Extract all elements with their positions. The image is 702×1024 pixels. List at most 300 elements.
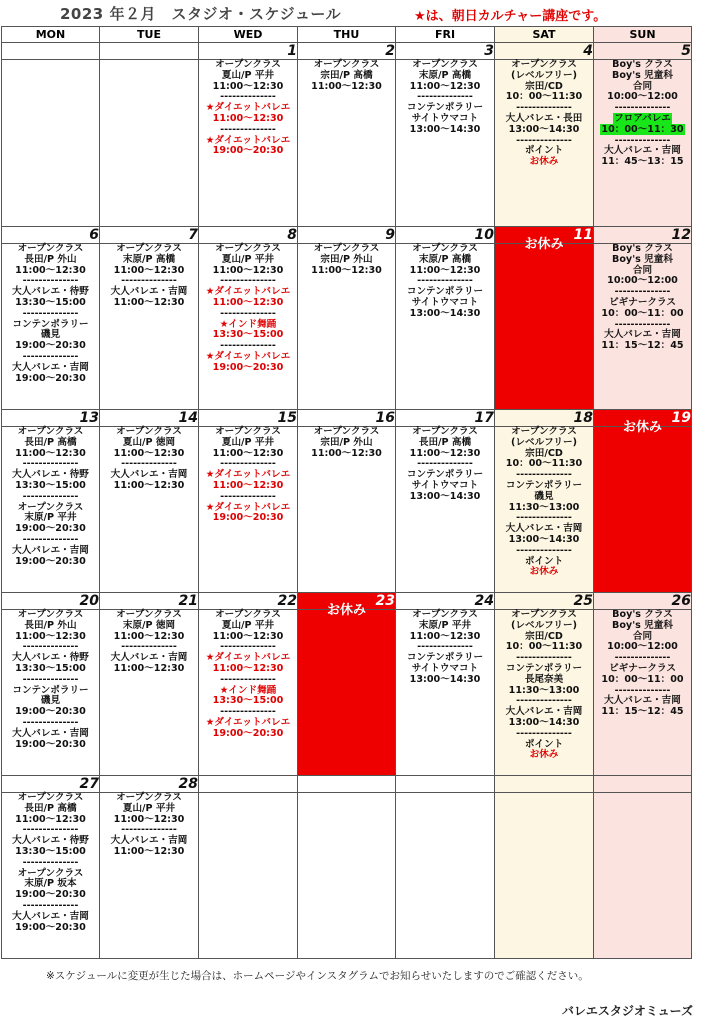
- day-number: 10: [396, 227, 495, 244]
- weekday-sat: SAT: [495, 27, 594, 43]
- day-schedule-cell: [2, 610, 100, 776]
- class-line: オープンクラス: [412, 59, 478, 70]
- class-line: コンテンポラリー: [406, 102, 484, 114]
- class-separator: --------------: [121, 458, 177, 470]
- class-separator: --------------: [220, 307, 276, 319]
- class-separator: --------------: [22, 856, 79, 868]
- class-line: 11:00～12:30: [113, 813, 185, 825]
- class-line: 大人バレエ・吉岡: [12, 544, 89, 556]
- class-line: コンテンポラリー: [505, 662, 583, 674]
- class-line: ビギナークラス: [609, 662, 676, 674]
- class-line: 11:00～12:30: [212, 447, 284, 459]
- class-line: 11:30～13:00: [508, 684, 580, 696]
- week-1-schedule-row: [2, 60, 692, 227]
- closed-day-cell: [495, 237, 594, 410]
- day-schedule-cell: [100, 610, 199, 776]
- class-line: 13:00～14:30: [508, 533, 580, 545]
- class-line: 合同: [632, 80, 653, 92]
- day-schedule-cell: [2, 60, 100, 227]
- highlight-text: フロアバレエ: [614, 112, 671, 124]
- week-2-schedule-row: [2, 244, 692, 410]
- class-line: 長田/P 高橋: [418, 436, 472, 448]
- class-separator: --------------: [22, 533, 79, 545]
- class-line: 11:00～12:30: [311, 80, 382, 92]
- week-1-date-row: [2, 43, 692, 60]
- day-schedule-cell: [2, 793, 100, 959]
- class-line: 13:30～15:00: [15, 662, 86, 674]
- class-line: 夏山/P 平井: [221, 619, 275, 631]
- class-line: 大人バレエ・吉岡: [505, 523, 583, 535]
- day-number: 28: [100, 776, 199, 793]
- culture-class-line: ★インド舞踊: [219, 318, 277, 330]
- culture-class-line: 11:00～12:30: [212, 479, 284, 491]
- class-line: 13:30～15:00: [15, 845, 86, 857]
- class-line: 11:30～13:00: [508, 501, 580, 513]
- closed-day-cell: [298, 603, 396, 776]
- class-line: ビギナークラス: [609, 296, 676, 308]
- class-line: (レベルフリー): [511, 619, 577, 631]
- class-line: オープンクラス: [511, 59, 577, 70]
- class-separator: --------------: [614, 286, 671, 298]
- class-line: オープンクラス: [215, 609, 281, 620]
- day-schedule-cell: [594, 610, 692, 776]
- class-line: オープンクラス: [17, 867, 84, 879]
- class-line: 大人バレエ・吉岡: [604, 329, 681, 341]
- class-line: 宗田/P 外山: [320, 436, 373, 448]
- class-line: 10：00～11:30: [505, 458, 583, 470]
- day-schedule-cell: [199, 427, 298, 593]
- class-line: 19:00～20:30: [15, 372, 86, 384]
- class-line: 大人バレエ・待野: [12, 469, 89, 481]
- day-number: 26: [594, 593, 692, 610]
- day-schedule-cell: [298, 427, 396, 593]
- class-separator: --------------: [614, 652, 671, 664]
- class-separator: --------------: [121, 641, 177, 653]
- weekday-sun: SUN: [594, 27, 692, 43]
- class-line: オープンクラス: [116, 243, 182, 254]
- culture-class-line: 19:00～20:30: [212, 361, 284, 373]
- class-line: サイトウマコト: [411, 112, 479, 124]
- class-separator: --------------: [417, 91, 473, 103]
- class-line: 末原/P 平井: [24, 512, 77, 524]
- class-line: 夏山/P 平井: [221, 436, 275, 448]
- class-separator: --------------: [220, 641, 276, 653]
- class-separator: --------------: [220, 340, 276, 352]
- class-separator: --------------: [220, 673, 276, 685]
- culture-class-line: 19:00～20:30: [212, 727, 284, 739]
- class-separator: --------------: [220, 123, 276, 135]
- class-line: オープンクラス: [215, 59, 281, 70]
- day-number: 13: [2, 410, 100, 427]
- class-line: 大人バレエ・吉岡: [604, 145, 681, 157]
- class-line: オープンクラス: [116, 609, 182, 620]
- day-schedule-cell: [199, 610, 298, 776]
- class-line: 宗田/CD: [525, 630, 563, 642]
- day-number: 19: [594, 410, 692, 427]
- class-separator: --------------: [614, 684, 671, 696]
- class-line: 11:00～12:30: [212, 264, 284, 276]
- class-line: 大人バレエ・吉岡: [604, 695, 681, 707]
- class-separator: --------------: [614, 102, 671, 114]
- day-schedule-cell: [495, 60, 594, 227]
- day-number: 20: [2, 593, 100, 610]
- day-number: 11: [495, 227, 594, 244]
- day-number: 17: [396, 410, 495, 427]
- class-line: 磯見: [40, 695, 61, 707]
- class-line: 大人バレエ・待野: [12, 652, 89, 664]
- weekday-thu: THU: [298, 27, 396, 43]
- class-line: オープンクラス: [17, 501, 84, 513]
- class-line: オープンクラス: [511, 609, 577, 620]
- class-line: Boy's クラス: [612, 609, 673, 620]
- day-number: 24: [396, 593, 495, 610]
- class-line: 19:00～20:30: [15, 921, 86, 933]
- class-line: サイトウマコト: [411, 479, 479, 491]
- class-line: オープンクラス: [17, 792, 84, 803]
- day-number: [594, 776, 692, 793]
- class-line: 13:30～15:00: [15, 296, 86, 308]
- class-line: コンテンポラリー: [406, 652, 484, 664]
- class-separator: --------------: [516, 102, 572, 114]
- class-line: 11:00～12:30: [15, 264, 86, 276]
- class-line: Boy's 児童科: [612, 619, 673, 631]
- class-line: 大人バレエ・吉岡: [12, 727, 89, 739]
- class-line: 11:00～12:30: [15, 630, 86, 642]
- class-line: 19:00～20:30: [15, 706, 86, 718]
- day-schedule-cell: [298, 793, 396, 959]
- class-line: 11:00～12:30: [113, 447, 185, 459]
- culture-class-line: ★ダイエットバレエ: [205, 134, 291, 146]
- day-number: [199, 776, 298, 793]
- day-schedule-cell: [396, 793, 495, 959]
- day-schedule-cell: [100, 60, 199, 227]
- class-separator: --------------: [220, 275, 276, 287]
- class-separator: --------------: [516, 652, 572, 664]
- day-number: [298, 776, 396, 793]
- day-schedule-cell: [2, 427, 100, 593]
- class-line: オープンクラス: [116, 792, 182, 803]
- day-number: 9: [298, 227, 396, 244]
- closed-label: お休み: [622, 420, 662, 435]
- week-5-date-row: [2, 776, 692, 793]
- class-line: 11：15～12：45: [601, 340, 684, 352]
- highlight-text: 10：00～11：30: [601, 123, 684, 135]
- class-line: 磯見: [534, 490, 554, 502]
- day-schedule-cell: [594, 244, 692, 410]
- day-number: 15: [199, 410, 298, 427]
- day-number: 8: [199, 227, 298, 244]
- class-line: オープンクラス: [412, 426, 478, 437]
- class-line: 夏山/P 徳岡: [122, 436, 176, 448]
- class-separator: --------------: [22, 899, 79, 911]
- class-line: 11:00～12:30: [113, 479, 185, 491]
- class-line: オープンクラス: [412, 243, 478, 254]
- class-separator: --------------: [614, 318, 671, 330]
- class-line: オープンクラス: [313, 426, 380, 437]
- class-line: オープンクラス: [511, 426, 577, 437]
- class-separator: --------------: [121, 275, 177, 287]
- culture-class-line: お休み: [529, 156, 559, 168]
- day-number: 6: [2, 227, 100, 244]
- class-line: サイトウマコト: [411, 662, 479, 674]
- day-number: [495, 776, 594, 793]
- class-line: コンテンポラリー: [505, 479, 583, 491]
- class-line: 13:00～14:30: [409, 490, 481, 502]
- culture-class-line: ★ダイエットバレエ: [205, 350, 291, 362]
- day-schedule-cell: [199, 793, 298, 959]
- weekday-fri: FRI: [396, 27, 495, 43]
- day-schedule-cell: [495, 427, 594, 593]
- class-line: 11:00～12:30: [113, 630, 185, 642]
- culture-class-line: 11:00～12:30: [212, 296, 284, 308]
- day-schedule-cell: [396, 427, 495, 593]
- class-line: 夏山/P 平井: [122, 802, 176, 814]
- class-separator: --------------: [516, 544, 572, 556]
- schedule-calendar: [1, 26, 692, 959]
- culture-class-line: 11:00～12:30: [212, 662, 284, 674]
- class-separator: --------------: [516, 512, 572, 524]
- class-line: 合同: [632, 264, 653, 276]
- class-line: サイトウマコト: [411, 296, 479, 308]
- class-separator: --------------: [22, 275, 79, 287]
- class-separator: --------------: [516, 469, 572, 481]
- page-title: 2023 年２月 スタジオ・スケジュール: [60, 5, 342, 23]
- class-line: 夏山/P 平井: [221, 253, 275, 265]
- class-line: Boy's 児童科: [612, 69, 673, 81]
- culture-class-line: ★ダイエットバレエ: [205, 469, 291, 481]
- class-line: 10：00～11：00: [601, 307, 684, 319]
- day-schedule-cell: [594, 793, 692, 959]
- class-line: オープンクラス: [412, 609, 478, 620]
- day-number: 3: [396, 43, 495, 60]
- class-line: 11:00～12:30: [113, 264, 185, 276]
- class-line: 11:00～12:30: [113, 296, 185, 308]
- class-separator: --------------: [22, 490, 79, 502]
- day-number: 23: [298, 593, 396, 610]
- class-line: 宗田/CD: [525, 447, 563, 459]
- culture-class-line: 13:30～15:00: [212, 695, 284, 707]
- closed-day-cell: [594, 420, 692, 593]
- class-line: 大人バレエ・長田: [505, 112, 583, 124]
- class-separator: --------------: [22, 458, 79, 470]
- day-number: 1: [199, 43, 298, 60]
- class-line: 11:00～12:30: [409, 80, 481, 92]
- class-line: 長田/P 高橋: [24, 436, 77, 448]
- class-separator: --------------: [22, 824, 79, 836]
- class-line: (レベルフリー): [511, 69, 577, 81]
- class-line: コンテンポラリー: [406, 286, 484, 298]
- class-line: オープンクラス: [17, 243, 84, 254]
- class-line: 末原/P 高橋: [418, 69, 472, 81]
- class-line: 19:00～20:30: [15, 738, 86, 750]
- class-line: 11:00～12:30: [311, 447, 382, 459]
- day-number: 5: [594, 43, 692, 60]
- highlighted-class-line: [594, 125, 691, 136]
- day-schedule-cell: [495, 610, 594, 776]
- weekday-tue: TUE: [100, 27, 199, 43]
- day-number: 12: [594, 227, 692, 244]
- class-line: 19:00～20:30: [15, 889, 86, 901]
- day-number: [2, 43, 100, 60]
- class-line: 長田/P 高橋: [24, 802, 77, 814]
- class-line: 11:00～12:30: [113, 662, 185, 674]
- day-number: [396, 776, 495, 793]
- class-line: 10：00～11:30: [505, 641, 583, 653]
- class-line: 末原/P 高橋: [418, 253, 472, 265]
- week-5-schedule-row: [2, 793, 692, 959]
- class-line: 11:00～12:30: [311, 264, 382, 276]
- class-line: オープンクラス: [17, 426, 84, 437]
- day-schedule-cell: [100, 793, 199, 959]
- class-line: 10:00～12:00: [607, 641, 678, 653]
- class-line: 宗田/CD: [525, 80, 563, 92]
- culture-class-line: 19:00～20:30: [212, 512, 284, 524]
- day-number: 21: [100, 593, 199, 610]
- class-line: 13:00～14:30: [409, 123, 481, 135]
- day-schedule-cell: [298, 60, 396, 227]
- class-separator: --------------: [516, 695, 572, 707]
- class-line: Boy's クラス: [612, 243, 673, 254]
- class-line: 長尾奈美: [524, 673, 564, 685]
- culture-class-line: ★ダイエットバレエ: [205, 102, 291, 114]
- day-number: 7: [100, 227, 199, 244]
- day-number: 27: [2, 776, 100, 793]
- class-separator: --------------: [417, 275, 473, 287]
- class-line: 大人バレエ・吉岡: [505, 706, 583, 718]
- class-line: 11：15～12：45: [601, 706, 684, 718]
- class-line: 長田/P 外山: [24, 253, 77, 265]
- class-line: 10:00～12:00: [607, 275, 678, 287]
- culture-note: ★は、朝日カルチャー講座です。: [414, 9, 607, 24]
- week-2-date-row: [2, 227, 692, 244]
- class-line: 11:00～12:30: [212, 630, 284, 642]
- weekday-wed: WED: [199, 27, 298, 43]
- culture-class-line: ★ダイエットバレエ: [205, 716, 291, 728]
- class-line: 11:00～12:30: [409, 447, 481, 459]
- class-line: 11:00～12:30: [15, 813, 86, 825]
- day-schedule-cell: [199, 244, 298, 410]
- class-line: オープンクラス: [313, 243, 380, 254]
- culture-class-line: ★ダイエットバレエ: [205, 501, 291, 513]
- class-line: 末原/P 高橋: [122, 253, 176, 265]
- class-line: 大人バレエ・吉岡: [12, 361, 89, 373]
- day-number: 18: [495, 410, 594, 427]
- class-separator: --------------: [516, 134, 572, 146]
- class-separator: --------------: [22, 307, 79, 319]
- class-line: オープンクラス: [215, 426, 281, 437]
- class-line: オープンクラス: [116, 426, 182, 437]
- class-line: 19:00～20:30: [15, 523, 86, 535]
- weekday-header-row: [2, 27, 692, 43]
- class-separator: --------------: [220, 91, 276, 103]
- class-line: 大人バレエ・待野: [12, 835, 89, 847]
- week-4-schedule-row: [2, 610, 692, 776]
- day-number: 22: [199, 593, 298, 610]
- class-line: 13:00～14:30: [409, 307, 481, 319]
- class-line: Boy's クラス: [612, 59, 673, 70]
- class-line: コンテンポラリー: [12, 318, 89, 330]
- class-separator: --------------: [121, 824, 177, 836]
- class-line: 大人バレエ・吉岡: [110, 835, 188, 847]
- class-line: オープンクラス: [17, 609, 84, 620]
- culture-class-line: ★ダイエットバレエ: [205, 286, 291, 298]
- culture-class-line: ★ダイエットバレエ: [205, 652, 291, 664]
- culture-class-line: お休み: [529, 749, 559, 761]
- class-separator: --------------: [614, 134, 671, 146]
- day-schedule-cell: [594, 60, 692, 227]
- day-schedule-cell: [100, 244, 199, 410]
- class-line: コンテンポラリー: [12, 684, 89, 696]
- day-schedule-cell: [298, 244, 396, 410]
- class-line: 大人バレエ・吉岡: [110, 286, 188, 298]
- class-line: 11:00～12:30: [113, 845, 185, 857]
- class-line: 13:00～14:30: [409, 673, 481, 685]
- class-line: 長田/P 外山: [24, 619, 77, 631]
- class-line: 末原/P 平井: [418, 619, 472, 631]
- class-line: ポイント: [524, 738, 564, 750]
- culture-class-line: お休み: [529, 566, 559, 578]
- day-schedule-cell: [396, 60, 495, 227]
- class-line: 10：00～11:30: [505, 91, 583, 103]
- week-3-schedule-row: [2, 427, 692, 593]
- day-number: 4: [495, 43, 594, 60]
- class-line: Boy's 児童科: [612, 253, 673, 265]
- class-line: ポイント: [524, 555, 564, 567]
- class-line: 大人バレエ・吉岡: [110, 469, 188, 481]
- day-number: 14: [100, 410, 199, 427]
- class-line: 宗田/P 高橋: [320, 69, 373, 81]
- class-line: 19:00～20:30: [15, 340, 86, 352]
- culture-class-line: ★インド舞踊: [219, 684, 277, 696]
- day-schedule-cell: [2, 244, 100, 410]
- class-separator: --------------: [22, 716, 79, 728]
- class-line: 11:00～12:30: [409, 630, 481, 642]
- class-line: 13:00～14:30: [508, 716, 580, 728]
- class-separator: --------------: [22, 641, 79, 653]
- culture-class-line: 11:00～12:30: [212, 112, 284, 124]
- class-separator: --------------: [417, 458, 473, 470]
- day-number: [100, 43, 199, 60]
- day-schedule-cell: [396, 244, 495, 410]
- weekday-mon: MON: [2, 27, 100, 43]
- class-line: 13:00～14:30: [508, 123, 580, 135]
- day-schedule-cell: [199, 60, 298, 227]
- class-separator: --------------: [220, 490, 276, 502]
- class-separator: --------------: [417, 641, 473, 653]
- class-line: 19:00～20:30: [15, 555, 86, 567]
- class-line: 大人バレエ・吉岡: [110, 652, 188, 664]
- class-line: 大人バレエ・吉岡: [12, 910, 89, 922]
- class-line: (レベルフリー): [511, 436, 577, 448]
- class-line: 10：00～11：00: [601, 673, 684, 685]
- class-line: 11:00～12:30: [212, 80, 284, 92]
- class-separator: --------------: [22, 350, 79, 362]
- class-line: 末原/P 徳岡: [122, 619, 176, 631]
- class-separator: --------------: [220, 706, 276, 718]
- class-line: 11：45～13：15: [601, 156, 684, 168]
- day-schedule-cell: [100, 427, 199, 593]
- class-line: オープンクラス: [313, 59, 380, 70]
- class-line: 磯見: [40, 329, 61, 341]
- class-line: 10:00～12:00: [607, 91, 678, 103]
- class-line: コンテンポラリー: [406, 469, 484, 481]
- day-schedule-cell: [495, 793, 594, 959]
- closed-label: お休み: [524, 237, 564, 252]
- studio-name: バレエスタジオミューズ: [561, 1004, 693, 1018]
- culture-class-line: 19:00～20:30: [212, 145, 284, 157]
- day-number: 2: [298, 43, 396, 60]
- day-number: 25: [495, 593, 594, 610]
